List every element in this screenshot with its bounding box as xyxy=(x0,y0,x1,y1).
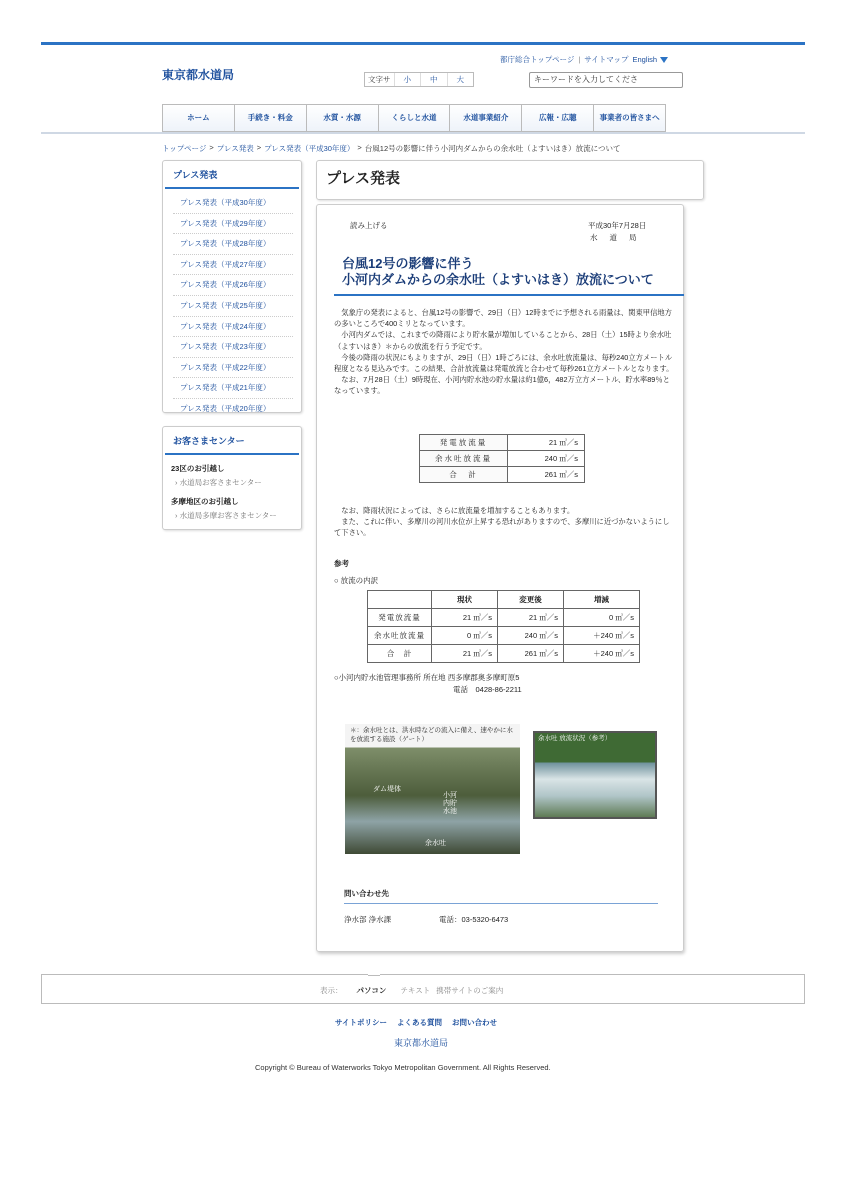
site-logo[interactable]: 東京都水道局 xyxy=(162,68,235,82)
spillway-discharge-photo xyxy=(533,731,657,819)
body-paragraph: 小河内ダムでは、これまでの降雨により貯水量が増加していることから、28日（土）15時より余水吐（よすいはき）＊からの放流を行う予定です。 xyxy=(334,330,672,351)
headline-rule xyxy=(334,294,684,296)
display-mode-tab-notch xyxy=(368,970,380,976)
sitemap-link[interactable]: サイトマップ xyxy=(584,55,629,64)
metro-top-link[interactable]: 都庁総合トップページ xyxy=(500,55,575,64)
breadcrumb-press[interactable]: プレス発表 xyxy=(216,144,254,153)
release-bureau: 水道局 xyxy=(590,233,649,242)
nav-enterprises[interactable]: 事業者の皆さまへ xyxy=(593,105,665,131)
release-date: 平成30年7月28日 xyxy=(588,221,647,230)
table-cell: 21 ㎥／s xyxy=(432,609,498,627)
reference-label: 参考 xyxy=(334,559,349,568)
footer-logo[interactable]: 東京都水道局 xyxy=(394,1038,449,1048)
chevron-right-icon: › xyxy=(175,478,180,487)
font-size-small-button[interactable]: 小 xyxy=(394,73,421,86)
footer-links xyxy=(335,1017,497,1028)
font-size-label: 文字サ xyxy=(368,75,391,84)
breadcrumb-top[interactable]: トップページ xyxy=(162,144,207,153)
breadcrumb-chevron-icon: > xyxy=(256,143,262,152)
table-cell: ＋240 ㎥／s xyxy=(564,627,640,645)
table-cell: 21 ㎥／s xyxy=(432,645,498,663)
headline-line-2: 小河内ダムからの余水吐（よすいはき）放流について xyxy=(342,272,654,287)
discharge-breakdown-table xyxy=(367,590,640,663)
contact-department: 浄水部 浄水課 xyxy=(344,915,392,924)
copyright: Copyright © Bureau of Waterworks Tokyo Metropolitan Government. All Rights Reserved. xyxy=(255,1063,551,1072)
office-address: ○小河内貯水池管理事務所 所在地 西多摩郡奥多摩町原5 xyxy=(334,673,520,682)
table-cell: 240 ㎥／s xyxy=(508,451,585,467)
sidebar-item-press-h24[interactable]: プレス発表（平成24年度） xyxy=(173,317,293,338)
office-phone: 電話 0428-86-2211 xyxy=(453,685,522,694)
table-row xyxy=(368,645,640,663)
table-row xyxy=(420,467,585,483)
page-title: プレス発表 xyxy=(326,170,400,187)
table-header: 変更後 xyxy=(498,591,564,609)
table-row xyxy=(368,627,640,645)
display-mode-label: 表示： xyxy=(320,986,343,995)
contact-link[interactable]: お問い合わせ xyxy=(451,1018,497,1027)
breadcrumb-chevron-icon: > xyxy=(357,143,362,152)
table-cell: 余水吐放流量 xyxy=(368,627,432,645)
photo-label-dam: ダム堤体 xyxy=(373,786,401,793)
sidebar-item-press-h21[interactable]: プレス発表（平成21年度） xyxy=(173,378,293,399)
table-cell: 発電放流量 xyxy=(420,435,508,451)
body-paragraph: 気象庁の発表によると、台風12号の影響で、29日（日）12時までに予想される雨量は、関東甲信地方の多いところで400ミリとなっています。 xyxy=(334,308,672,329)
photo-caption: 余水吐 放流状況（参考） xyxy=(538,735,612,742)
center-link-23ku[interactable] xyxy=(163,474,301,488)
sidebar-item-press-h29[interactable]: プレス発表（平成29年度） xyxy=(173,214,293,235)
center-group-23ku: 23区のお引越し xyxy=(171,464,225,473)
table-cell: 余水吐放流量 xyxy=(420,451,508,467)
customer-center-title: お客さまセンター xyxy=(165,427,299,455)
table-row xyxy=(420,451,585,467)
faq-link[interactable]: よくある質問 xyxy=(396,1018,442,1027)
separator: | xyxy=(578,55,581,64)
site-policy-link[interactable]: サイトポリシー xyxy=(335,1018,387,1027)
sidebar-item-press-h22[interactable]: プレス発表（平成22年度） xyxy=(173,358,293,379)
photo-label-reservoir: 小河内貯水池 xyxy=(443,792,457,815)
sidebar-item-press-h26[interactable]: プレス発表（平成26年度） xyxy=(173,275,293,296)
nav-pr[interactable]: 広報・広聴 xyxy=(521,105,593,131)
breadcrumb xyxy=(162,143,621,154)
contact-title: 問い合わせ先 xyxy=(344,889,389,898)
table-header-row xyxy=(368,591,640,609)
note-paragraph: なお、降雨状況によっては、さらに放流量を増加することもあります。 xyxy=(334,506,575,515)
sidebar-item-press-h25[interactable]: プレス発表（平成25年度） xyxy=(173,296,293,317)
english-label[interactable]: English xyxy=(632,55,658,64)
table-cell: 0 ㎥／s xyxy=(432,627,498,645)
table-cell: 261 ㎥／s xyxy=(498,645,564,663)
global-nav xyxy=(162,104,666,132)
sidebar-item-press-h30[interactable]: プレス発表（平成30年度） xyxy=(173,193,293,214)
table-row xyxy=(368,609,640,627)
table-cell: 発電放流量 xyxy=(368,609,432,627)
press-sidebar-title: プレス発表 xyxy=(165,161,299,189)
release-headline xyxy=(342,256,654,288)
center-link-label[interactable]: 水道局多摩お客さまセンター xyxy=(179,511,277,520)
nav-business[interactable]: 水道事業紹介 xyxy=(449,105,521,131)
reference-subtitle: ○ 放流の内訳 xyxy=(334,576,379,585)
top-accent-rule xyxy=(41,42,805,45)
display-mode-pc[interactable]: パソコン xyxy=(356,986,387,995)
photo-label-spillway: 余水吐 xyxy=(425,840,446,847)
center-link-tama[interactable] xyxy=(163,507,301,521)
search-input[interactable]: キーワードを入力してくださ xyxy=(529,72,683,88)
table-row xyxy=(420,435,585,451)
table-cell: 21 ㎥／s xyxy=(498,609,564,627)
table-cell: ＋240 ㎥／s xyxy=(564,645,640,663)
nav-water-quality[interactable]: 水質・水源 xyxy=(306,105,378,131)
sidebar-item-press-h27[interactable]: プレス発表（平成27年度） xyxy=(173,255,293,276)
sidebar-item-press-h28[interactable]: プレス発表（平成28年度） xyxy=(173,234,293,255)
contact-rule xyxy=(344,903,658,904)
display-mode-switcher xyxy=(320,985,503,996)
headline-line-1: 台風12号の影響に伴う xyxy=(342,256,474,271)
display-mode-text[interactable]: テキスト xyxy=(400,986,431,995)
body-paragraph: 今後の降雨の状況にもよりますが、29日（日）1時ごろには、余水吐放流量は、毎秒240立方メートル程度となる見込みです。この結果、合計放流量は発電放流と合わせて毎秒261立方メートルとなります。 xyxy=(334,352,674,374)
release-note xyxy=(334,505,674,539)
table-cell: 0 ㎥／s xyxy=(564,609,640,627)
table-cell: 合 計 xyxy=(420,467,508,483)
read-aloud-button[interactable]: 読み上げる xyxy=(350,221,388,230)
body-paragraph: なお、7月28日（土）9時現在、小河内貯水池の貯水量は約1億6，482万立方メートル、貯水率89％となっています。 xyxy=(334,375,670,396)
photo-caption: ＊：余水吐とは、洪水時などの流入に備え、速やかに水を放流する施設（ゲート） xyxy=(350,727,513,743)
font-size-switcher xyxy=(364,72,474,87)
display-mode-mobile[interactable]: 携帯サイトのご案内 xyxy=(436,986,504,995)
contact-phone: 電話：03-5320-6473 xyxy=(439,915,509,924)
sidebar-item-press-h20[interactable]: プレス発表（平成20年度） xyxy=(180,403,271,413)
sidebar-item-press-h23[interactable]: プレス発表（平成23年度） xyxy=(173,337,293,358)
breadcrumb-current: 台風12号の影響に伴う小河内ダムからの余水吐（よすいはき）放流について xyxy=(364,144,621,153)
nav-procedures[interactable]: 手続き・料金 xyxy=(234,105,306,131)
chevron-right-icon: › xyxy=(175,511,180,520)
nav-divider xyxy=(41,132,805,134)
nav-home[interactable]: ホーム xyxy=(163,105,234,131)
center-group-tama: 多摩地区のお引越し xyxy=(171,497,239,506)
nav-life-water[interactable]: くらしと水道 xyxy=(378,105,450,131)
breadcrumb-press-h30[interactable]: プレス発表（平成30年度） xyxy=(264,144,355,153)
release-body xyxy=(334,307,674,397)
table-cell: 261 ㎥／s xyxy=(508,467,585,483)
note-paragraph: また、これに伴い、多摩川の河川水位が上昇する恐れがありますので、多摩川に近づかないようにして下さい。 xyxy=(334,517,670,538)
font-size-large-button[interactable]: 大 xyxy=(447,73,474,86)
table-cell: 合 計 xyxy=(368,645,432,663)
discharge-table xyxy=(419,434,585,483)
chevron-down-icon[interactable] xyxy=(660,57,668,63)
table-header: 増減 xyxy=(564,591,640,609)
breadcrumb-chevron-icon: > xyxy=(209,143,214,152)
table-header: 現状 xyxy=(432,591,498,609)
customer-center-sidebar xyxy=(162,426,302,530)
english-link[interactable] xyxy=(632,55,668,64)
table-cell: 21 ㎥／s xyxy=(508,435,585,451)
utility-links xyxy=(500,54,668,65)
table-cell: 240 ㎥／s xyxy=(498,627,564,645)
font-size-medium-button[interactable]: 中 xyxy=(420,73,447,86)
center-link-label[interactable]: 水道局お客さまセンター xyxy=(179,478,262,487)
table-header-blank xyxy=(368,591,432,609)
press-sidebar xyxy=(162,160,302,413)
